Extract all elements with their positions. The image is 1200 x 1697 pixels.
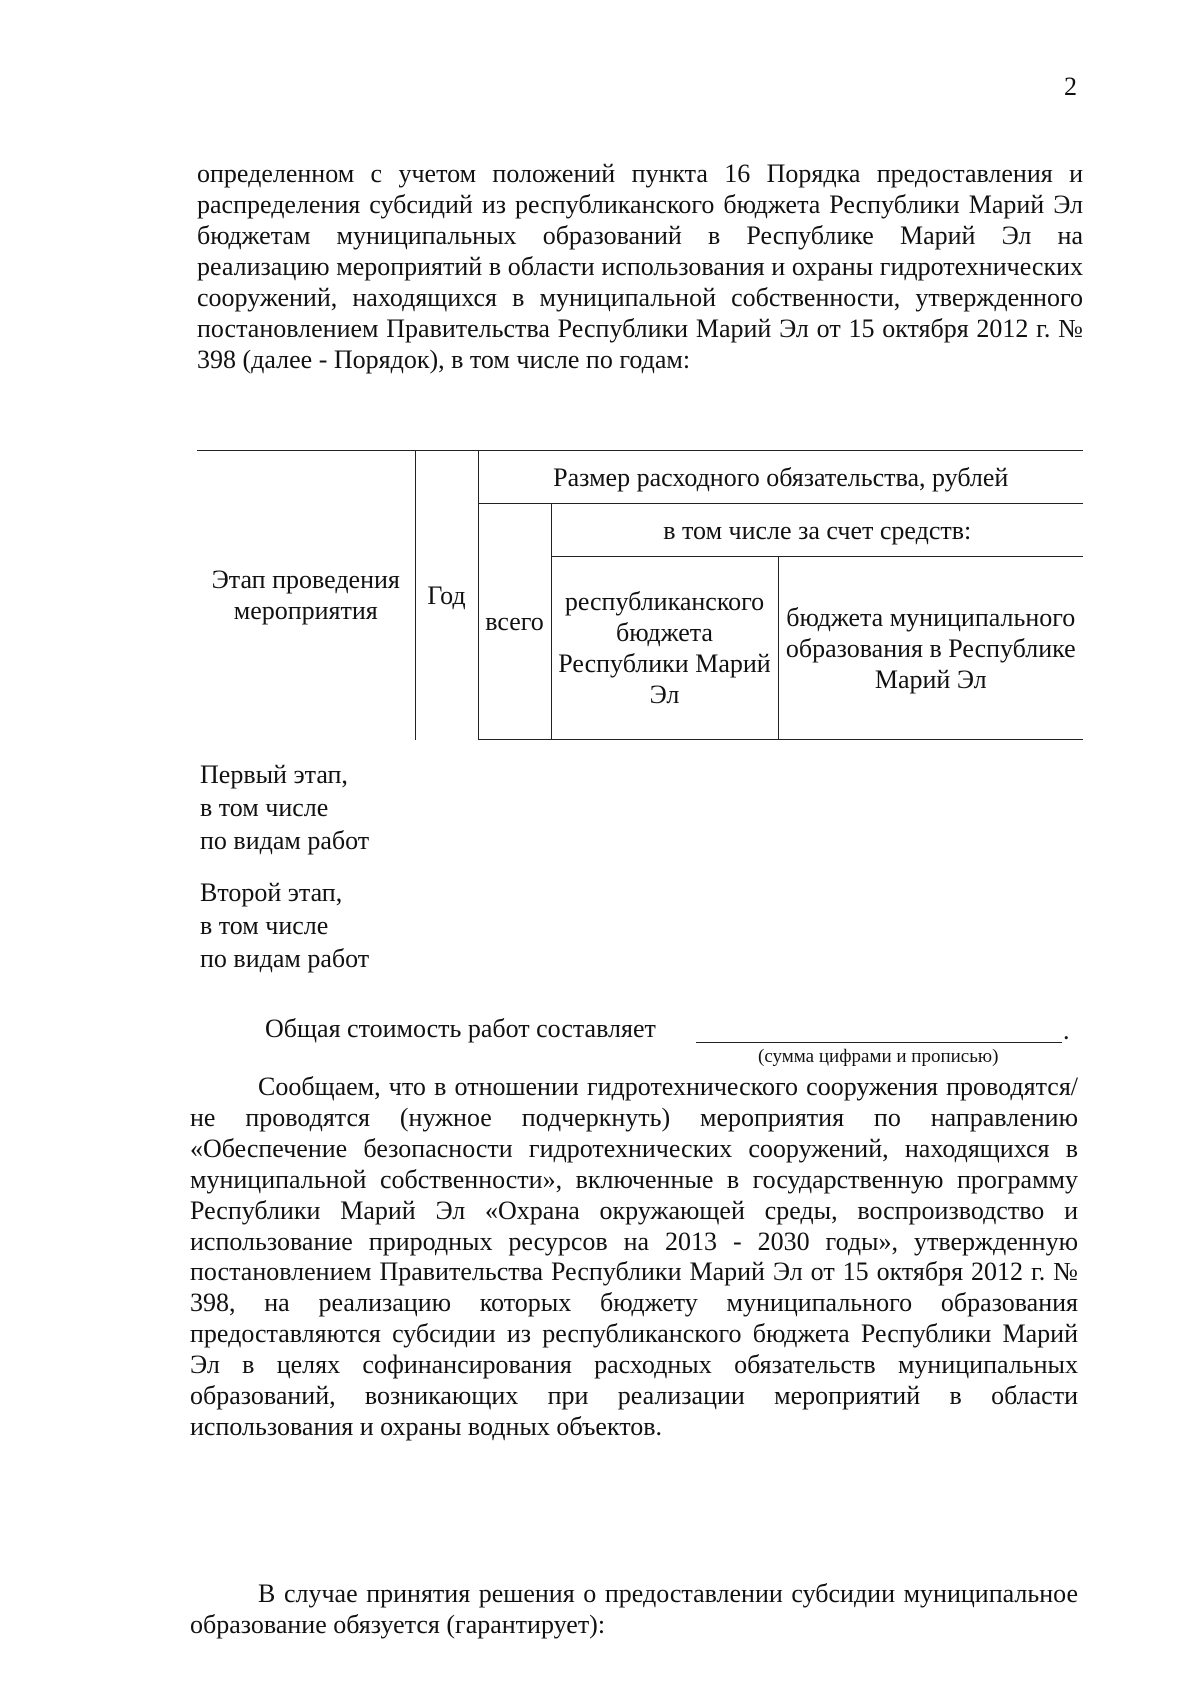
header-stage: Этап проведения мероприятия: [197, 451, 415, 740]
page-number: 2: [1064, 72, 1077, 101]
total-cost-hint: (сумма цифрами и прописью): [758, 1046, 999, 1067]
stage-first-line1: Первый этап,: [200, 760, 348, 789]
total-cost-blank-line[interactable]: [696, 1042, 1062, 1043]
header-municipal-budget: бюджета муниципального образования в Республике Марий Эл: [778, 557, 1083, 740]
header-including: в том числе за счет средств:: [551, 504, 1083, 557]
stage-second-line1: Второй этап,: [200, 878, 343, 907]
total-cost-label: Общая стоимость работ составляет: [265, 1014, 656, 1043]
stage-second-line2: в том числе: [200, 911, 329, 940]
expenditure-table: [197, 450, 1083, 740]
stage-second: [200, 876, 369, 975]
stage-second-line3: по видам работ: [200, 944, 370, 973]
total-cost-period: .: [1063, 1016, 1070, 1045]
stage-first-line2: в том числе: [200, 793, 329, 822]
intro-paragraph: определенном с учетом положений пункта 16 Порядка предоставления и распределения субсидий из республиканского бюджета Республики Марий Эл бюджетам муниципальных образований в Республике Марий Эл на реализацию мероприятий в области использования и охраны гидротехнических сооружений, находящихся в муниципальной собственности, утвержденного постановлением Правительства Республики Марий Эл от 15 октября 2012 г. № 398 (далее - Порядок), в том числе по годам:: [197, 159, 1083, 374]
header-amount: Размер расходного обязательства, рублей: [478, 451, 1083, 504]
header-year: Год: [415, 451, 478, 740]
header-total: всего: [478, 504, 551, 740]
stage-first-line3: по видам работ: [200, 826, 370, 855]
guarantee-paragraph: В случае принятия решения о предоставлении субсидии муниципальное образование обязуется (гарантирует):: [190, 1579, 1078, 1639]
notice-paragraph: Сообщаем, что в отношении гидротехнического сооружения проводятся/не проводятся (нужное подчеркнуть) мероприятия по направлению «Обеспечение безопасности гидротехнических сооружений, находящихся в муниципальной собственности», включенные в государственную программу Республики Марий Эл «Охрана окружающей среды, воспроизводство и использование природных ресурсов на 2013 - 2030 годы», утвержденную постановлением Правительства Республики Марий Эл от 15 октября 2012 г. № 398, на реализацию которых бюджету муниципального образования предоставляются субсидии из республиканского бюджета Республики Марий Эл в целях софинансирования расходных обязательств муниципальных образований, возникающих при реализации мероприятий в области использования и охраны водных объектов.: [190, 1072, 1078, 1441]
header-republic-budget: республиканского бюджета Республики Марий Эл: [551, 557, 778, 740]
stage-first: [200, 758, 369, 857]
